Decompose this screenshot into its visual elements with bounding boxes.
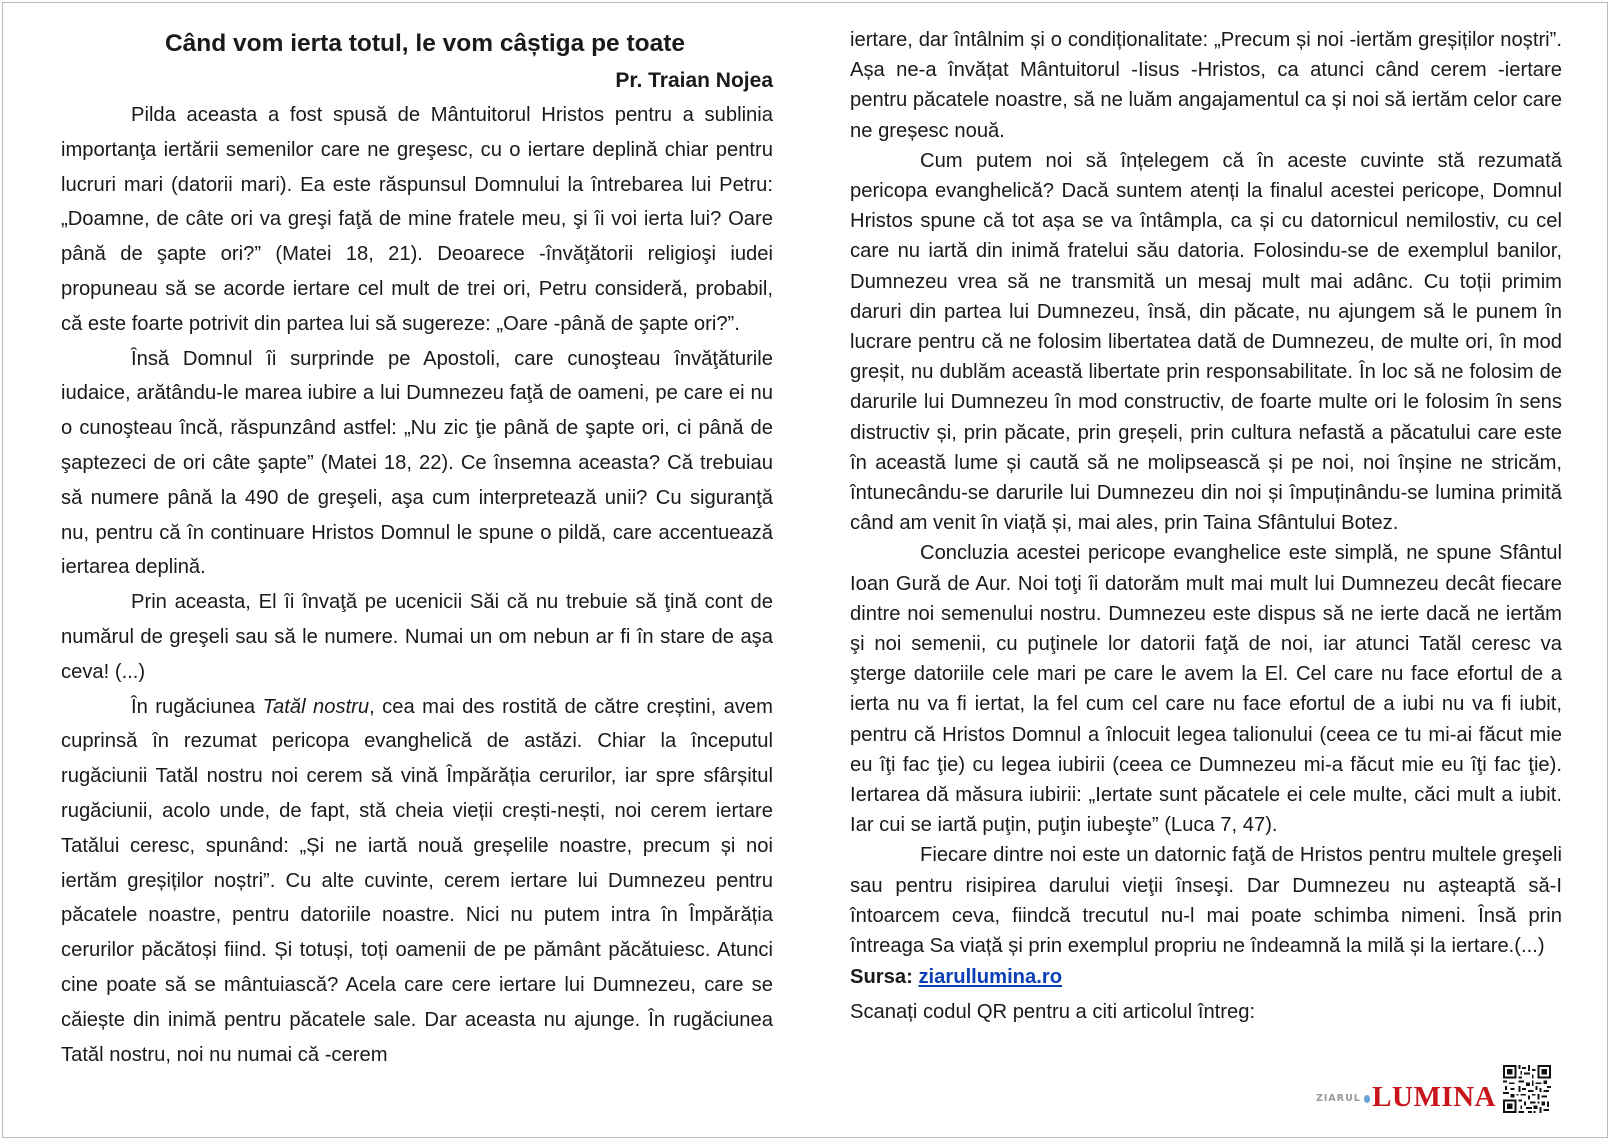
article-author: Pr. Traian Nojea [615, 69, 773, 92]
left-column [61, 21, 773, 1072]
paragraph-5: Cum putem noi să înțelegem că în aceste cuvinte stă rezumată pericopa evanghelică? Dacă suntem atenți la finalul acestei pericope, Domnul Hristos spune că tot așa se va întâmpla, ca și cu datornicul nemilostiv, cu cel care nu iartă din inimă fratelui său datoria. Folosindu-se de exemplul banilor, Dumnezeu vrea să ne transmită un mesaj mult mai adânc. Cu toții primim daruri din partea lui Dumnezeu, însă, din păcate, nu ajungem să le punem în lucrare pentru că ne folosim libertatea dată de Dumnezeu, de multe ori, în mod greșit, nu dublăm această libertate prin responsabilitate. În loc să ne folosim de darurile lui Dumnezeu în mod constructiv, de foarte multe ori le folosim în sens distructiv și, prin păcate, prin greșeli, prin cultura nefastă a păcatului care este în această lume și caută să ne molipsească și pe noi, noi înșine ne stricăm, întunecându-se darurile lui Dumnezeu din noi și împuținându-se lumina primită când am venit în viață și, mai ales, prin Taina Sfântului Botez. [850, 149, 1562, 535]
qr-code-icon[interactable] [1503, 1065, 1551, 1113]
qr-instruction: Scanați codul QR pentru a citi articolul întreg: [850, 1001, 1256, 1024]
prayer-title-italic: Tatăl nostru [262, 695, 370, 718]
source-line [850, 962, 1562, 993]
paragraph-4 [61, 690, 773, 1073]
paragraph-1: Pilda aceasta a fost spusă de Mântuitorul Hristos pentru a sublinia importanţa iertării semenilor care ne greşesc, cu o iertare deplină chiar pentru lucruri mari (datorii mari). Ea este răspunsul Domnului la întrebarea lui Petru: „Doamne, de câte ori va greşi faţă de mine fratele meu, şi îi voi ierta lui? Oare până de şapte ori?” (Matei 18, 21). Deoarece -învăţătorii religioşi iudei propuneau să se acorde iertare cel mult de trei ori, Petru consideră, probabil, că este foarte potrivit din partea lui să sugereze: „Oare -până de şapte ori?”. [61, 104, 773, 335]
prayer-rest: , cea mai des rostită de către creștini, avem cuprinsă în rezumat pericopa evanghelică de astăzi. Chiar la începutul rugăciunii Tatăl nostru noi cerem să vină Împărăția cerurilor, iar spre sfârșitul rugăciunii, acolo unde, de fapt, stă cheia vieții crești-nești, noi cerem iertare Tatălui ceresc, spunând: „Și ne iartă nouă greșelile noastre, precum și noi iertăm greșiților noștri”. Cu alte cuvinte, cerem iertare lui Dumnezeu pentru păcatele noastre, pentru datoriile noastre. Nici nu putem intra în Împărăția cerurilor păcătoși fiind. Și totuși, toți oamenii de pe pământ păcătuiesc. Atunci cine poate să se mântuiască? Acela care cere iertare lui Dumnezeu, care se căiește din inimă pentru păcatele sale. Dar aceasta nu ajunge. În rugăciunea Tatăl nostru, noi nu numai că -cerem [61, 695, 773, 1066]
logo-main-text: LUMINA [1372, 1081, 1496, 1113]
right-column [850, 21, 1562, 1028]
lumina-logo [1316, 1072, 1496, 1112]
article-title: Când vom ierta totul, le vom câștiga pe toate [164, 30, 686, 57]
document-page [2, 2, 1608, 1138]
paragraph-3: Prin aceasta, El îi învaţă pe ucenicii Săi că nu trebuie să ţină cont de numărul de greşeli sau să le numere. Numai un om nebun ar fi în stare de aşa ceva! (...) [61, 591, 773, 683]
paragraph-7: Fiecare dintre noi este un datornic faţă de Hristos pentru multele greşeli sau pentru risipirea darului vieţii înseşi. Dar Dumnezeu nu așteaptă să-I întoarcem ceva, fiindcă trecutul nu-l mai poate schimba nimeni. Însă prin întreaga Sa viață și prin exemplul propriu ne îndeamnă la milă și la iertare.(...) [850, 844, 1562, 958]
logo-dot-icon [1364, 1095, 1370, 1103]
paragraph-4-continued: iertare, dar întâlnim și o condiționalitate: „Precum și noi -iertăm greșiților noștri”. Așa ne-a învățat Mântuitorul -Iisus -Hristos, ca atunci când cerem -iertare pentru păcatele noastre, să ne luăm angajamentul ca și noi să iertăm celor care ne greșesc nouă. [850, 29, 1562, 142]
source-label: Sursa: [850, 966, 913, 989]
source-link[interactable]: ziarullumina.ro [918, 966, 1063, 989]
paragraph-6: Concluzia acestei pericope evanghelice este simplă, ne spune Sfântul Ioan Gură de Aur. Noi toţi îi datorăm mult mai mult lui Dumnezeu decât fiecare dintre noi semenului nostru. Dumnezeu este dispus să ne ierte dacă ne iertăm şi noi semenii, cu puţinele lor datorii faţă de noi, iar atunci Tatăl ceresc va şterge datoriile cele mari pe care le avem la El. Cel care nu face efortul de a ierta nu va fi iertat, la fel cum cel care nu face efortul de a iubi nu va fi iubit, pentru că Hristos Domnul a înlocuit legea talionului (ceea ce tu mi-ai făcut mie eu îţi fac ţie) cu legea iubirii (ceea ce Dumnezeu mi-a făcut mie eu îţi fac ţie). Iertarea dă măsura iubirii: „Iertate sunt păcatele ei cele multe, căci mult a iubit. Iar cui se iartă puţin, puţin iubeşte” (Luca 7, 47). [850, 542, 1562, 837]
prayer-start: În rugăciunea [131, 695, 263, 718]
paragraph-2: Însă Domnul îi surprinde pe Apostoli, care cunoşteau învăţăturile iudaice, arătându-le marea iubire a lui Dumnezeu faţă de oameni, pe care ei nu o cunoşteau încă, răspunzând astfel: „Nu zic ţie până de şapte ori, ci până de şaptezeci de ori câte şapte” (Matei 18, 22). Ce însemna aceasta? Că trebuiau să numere până la 490 de greşeli, aşa cum interpretează unii? Cu siguranţă nu, pentru că în continuare Hristos Domnul le spune o pildă, care accentuează iertarea deplină. [61, 347, 773, 579]
logo-small-text: ZIARUL [1316, 1093, 1361, 1104]
